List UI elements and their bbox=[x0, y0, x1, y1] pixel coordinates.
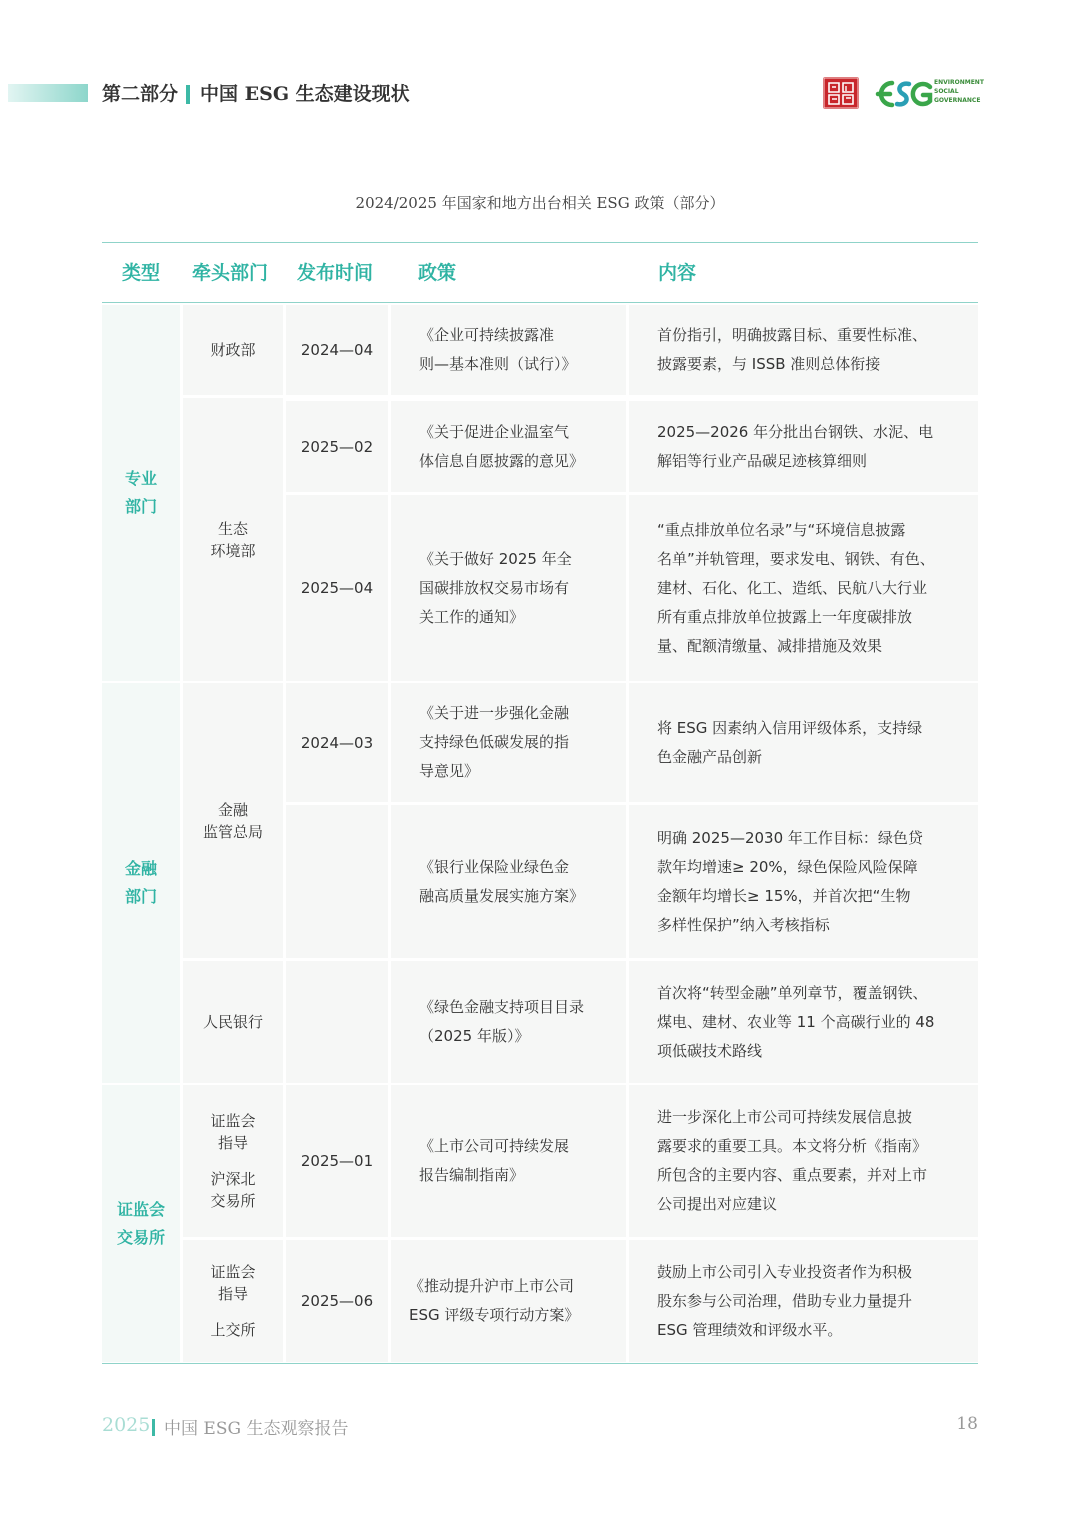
date-cell: 2025—04 bbox=[286, 495, 388, 681]
date-cell: 2025—01 bbox=[286, 1085, 388, 1237]
policy-cell bbox=[391, 1085, 626, 1237]
policy-line: 体信息自愿披露的意见》 bbox=[419, 451, 585, 470]
category-line: 交易所 bbox=[116, 1227, 165, 1247]
header-bottom-rule bbox=[102, 302, 978, 303]
dept-line: 人民银行 bbox=[202, 1013, 263, 1031]
content-line: 色金融产品创新 bbox=[657, 747, 763, 766]
dept-line: 交易所 bbox=[210, 1192, 256, 1210]
content-cell bbox=[629, 305, 978, 395]
dept-line: 监管总局 bbox=[202, 822, 263, 841]
dept-csrc-sse bbox=[183, 1240, 283, 1362]
section-title bbox=[102, 80, 410, 108]
policy-line: 《推动提升沪市上市公司 bbox=[409, 1277, 575, 1295]
policy-cell bbox=[391, 495, 626, 681]
footer-year: 2025 bbox=[102, 1414, 151, 1436]
content-line: 煤电、建材、农业等 11 个高碳行业的 48 bbox=[657, 1012, 935, 1031]
content-line: 名单”并轨管理，要求发电、钢铁、有色、 bbox=[657, 549, 935, 568]
content-line: 所包含的主要内容、重点要素，并对上市 bbox=[657, 1166, 928, 1184]
section-name: 中国 ESG 生态建设现状 bbox=[200, 83, 410, 105]
content-line: 解铝等行业产品碳足迹核算细则 bbox=[657, 451, 868, 470]
dept-line: 指导 bbox=[217, 1134, 248, 1152]
category-line: 部门 bbox=[124, 887, 157, 906]
content-cell bbox=[629, 495, 978, 681]
content-cell bbox=[629, 961, 978, 1083]
dept-line: 沪深北 bbox=[210, 1170, 256, 1188]
dept-financial-regulatory bbox=[183, 683, 283, 958]
header-policy: 政策 bbox=[418, 262, 457, 284]
header-accent-bar bbox=[8, 84, 88, 102]
header-type: 类型 bbox=[122, 262, 161, 284]
category-csrc-exchanges bbox=[102, 1085, 180, 1362]
policy-cell bbox=[391, 961, 626, 1083]
category-line: 部门 bbox=[124, 497, 157, 516]
content-cell bbox=[629, 401, 978, 492]
policy-line: 《关于做好 2025 年全 bbox=[419, 549, 572, 568]
policy-table bbox=[102, 242, 978, 1364]
category-line: 金融 bbox=[124, 859, 157, 878]
content-line: 股东参与公司治理，借助专业力量提升 bbox=[657, 1291, 913, 1310]
category-line: 专业 bbox=[124, 469, 157, 488]
date-cell bbox=[286, 805, 388, 958]
policy-cell bbox=[391, 401, 626, 492]
dept-line: 指导 bbox=[217, 1285, 248, 1303]
content-cell bbox=[629, 683, 978, 802]
logo-word-environment: ENVIRONMENT bbox=[934, 79, 984, 86]
page-number: 18 bbox=[956, 1414, 978, 1434]
policy-line: 《关于进一步强化金融 bbox=[419, 704, 570, 722]
table-bottom-rule bbox=[102, 1363, 978, 1364]
content-line: 金额年均增长≥ 15%，并首次把“生物 bbox=[657, 886, 911, 905]
policy-line: 《企业可持续披露准 bbox=[419, 326, 555, 344]
logo-word-governance: GOVERNANCE bbox=[934, 97, 981, 104]
footer-separator bbox=[152, 1419, 155, 1436]
esg-logo-words bbox=[934, 78, 984, 105]
content-line: 公司提出对应建议 bbox=[657, 1195, 778, 1213]
content-line: 量、配额清缴量、减排措施及效果 bbox=[657, 636, 883, 655]
table-top-rule bbox=[102, 242, 978, 243]
policy-cell bbox=[391, 305, 626, 395]
policy-line: 支持绿色低碳发展的指 bbox=[419, 733, 570, 751]
header-date: 发布时间 bbox=[297, 262, 374, 284]
policy-cell bbox=[391, 1240, 626, 1362]
content-line: 露要求的重要工具。本文将分析《指南》 bbox=[657, 1137, 928, 1155]
content-line: 多样性保护”纳入考核指标 bbox=[657, 915, 830, 934]
content-line: 将 ESG 因素纳入信用评级体系，支持绿 bbox=[657, 718, 923, 737]
content-line: 披露要素，与 ISSB 准则总体衔接 bbox=[657, 355, 881, 373]
policy-line: 《绿色金融支持项目目录 bbox=[419, 998, 585, 1016]
policy-line: 国碳排放权交易市场有 bbox=[419, 578, 570, 597]
date-cell: 2024—04 bbox=[286, 305, 388, 395]
policy-line: （2025 年版）》 bbox=[419, 1027, 530, 1045]
dept-line: 证监会 bbox=[210, 1112, 256, 1130]
date-cell: 2025—06 bbox=[286, 1240, 388, 1362]
content-line: ESG 管理绩效和评级水平。 bbox=[657, 1320, 843, 1339]
content-line: 首次将“转型金融”单列章节，覆盖钢铁、 bbox=[657, 983, 928, 1002]
dept-line: 上交所 bbox=[210, 1321, 256, 1339]
section-part: 第二部分 bbox=[102, 83, 179, 105]
category-line: 证监会 bbox=[116, 1199, 165, 1219]
table-caption: 2024/2025 年国家和地方出台相关 ESG 政策（部分） bbox=[355, 194, 725, 212]
policy-line: ESG 评级专项行动方案》 bbox=[409, 1306, 580, 1324]
policy-line: 关工作的通知》 bbox=[419, 607, 525, 626]
dept-line: 金融 bbox=[217, 800, 248, 819]
policy-line: 导意见》 bbox=[419, 762, 480, 780]
policy-line: 《关于促进企业温室气 bbox=[419, 422, 570, 441]
header-department: 牵头部门 bbox=[192, 262, 269, 284]
dept-csrc-sse-szse-bse bbox=[183, 1085, 283, 1237]
dept-line: 生态 bbox=[217, 519, 248, 538]
policy-line: 则—基本准则（试行）》 bbox=[419, 355, 577, 373]
content-line: 首份指引，明确披露目标、重要性标准、 bbox=[657, 326, 928, 344]
seal-icon bbox=[823, 77, 859, 109]
footer-report-title: 中国 ESG 生态观察报告 bbox=[164, 1419, 349, 1439]
content-line: “重点排放单位名录”与“环境信息披露 bbox=[657, 520, 906, 539]
content-cell bbox=[629, 805, 978, 958]
policy-line: 《上市公司可持续发展 bbox=[419, 1137, 570, 1155]
dept-line: 财政部 bbox=[210, 341, 256, 359]
content-line: 款年均增速≥ 20%，绿色保险风险保障 bbox=[657, 857, 918, 876]
dept-peoples-bank bbox=[183, 961, 283, 1083]
content-line: 进一步深化上市公司可持续发展信息披 bbox=[657, 1108, 913, 1126]
content-cell bbox=[629, 1240, 978, 1362]
header-content: 内容 bbox=[658, 262, 697, 284]
policy-line: 融高质量发展实施方案》 bbox=[419, 886, 585, 905]
content-line: 项低碳技术路线 bbox=[657, 1041, 763, 1060]
title-separator bbox=[186, 85, 190, 104]
category-professional bbox=[102, 305, 180, 681]
content-line: 明确 2025—2030 年工作目标：绿色贷 bbox=[657, 828, 923, 847]
content-line: 所有重点排放单位披露上一年度碳排放 bbox=[657, 607, 913, 626]
southern-weekly-seal-logo bbox=[823, 77, 859, 109]
content-line: 鼓励上市公司引入专业投资者作为积极 bbox=[657, 1262, 913, 1281]
content-line: 建材、石化、化工、造纸、民航八大行业 bbox=[657, 578, 928, 597]
dept-line: 环境部 bbox=[210, 541, 256, 560]
logo-word-social: SOCIAL bbox=[934, 88, 959, 95]
dept-line: 证监会 bbox=[210, 1263, 256, 1281]
date-cell: 2024—03 bbox=[286, 683, 388, 802]
esg-logo-icon bbox=[872, 74, 934, 114]
date-cell bbox=[286, 961, 388, 1083]
policy-line: 《银行业保险业绿色金 bbox=[419, 857, 570, 876]
dept-ministry-of-finance bbox=[183, 305, 283, 395]
content-line: 2025—2026 年分批出台钢铁、水泥、电 bbox=[657, 422, 934, 441]
dept-ecology-environment bbox=[183, 398, 283, 681]
policy-line: 报告编制指南》 bbox=[419, 1166, 525, 1184]
policy-cell bbox=[391, 805, 626, 958]
policy-cell bbox=[391, 683, 626, 802]
category-financial bbox=[102, 683, 180, 1083]
date-cell: 2025—02 bbox=[286, 401, 388, 492]
content-cell bbox=[629, 1085, 978, 1237]
